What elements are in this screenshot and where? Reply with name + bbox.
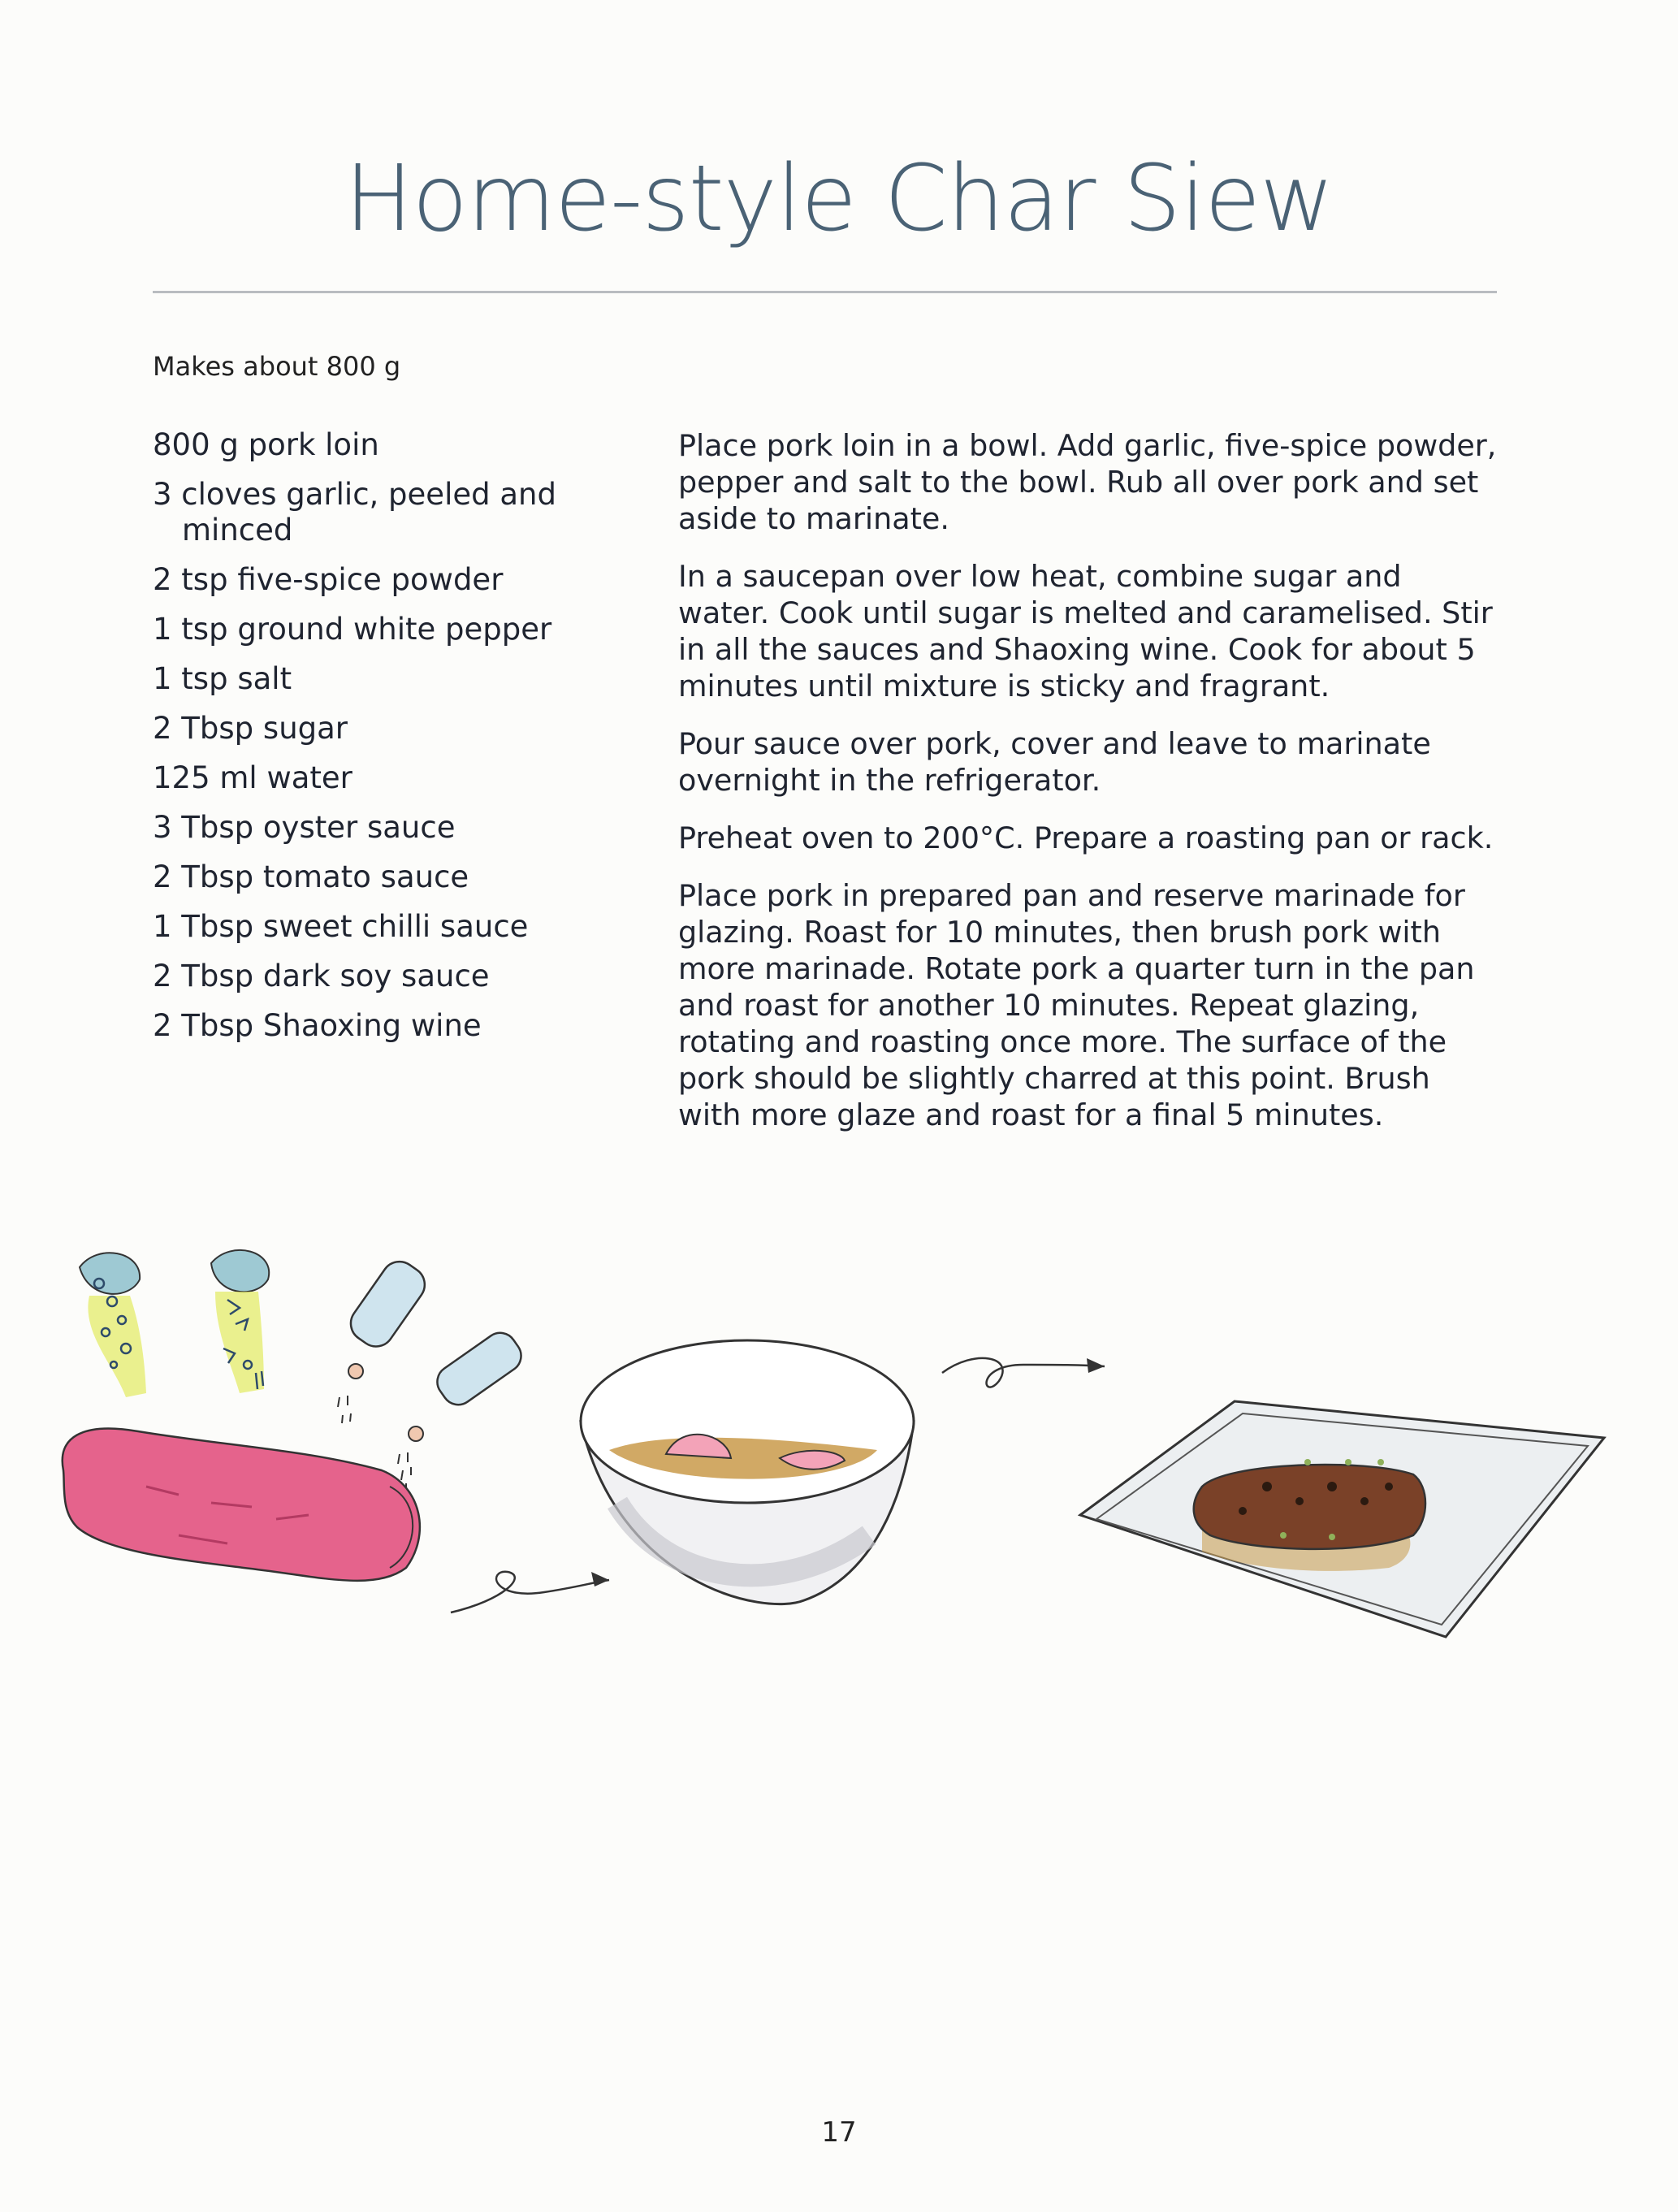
method-step: Place pork in prepared pan and reserve marinade for glazing. Roast for 10 minutes, then brush pork with more marinade. Rotate pork a quarter turn in the pan and roast for another 10 minutes. Repeat glazing, rotating and roasting once more. The surface of the pork should be slightly charred at this point. Brush with more glaze and roast for a final 5 minutes. — [678, 878, 1475, 1132]
spice-jar-icon — [80, 1253, 146, 1397]
page-number: 17 — [821, 2116, 857, 2149]
ingredient-item: 1 Tbsp sweet chilli sauce — [153, 909, 529, 944]
ingredient-item: 3 Tbsp oyster sauce — [153, 810, 456, 845]
ingredient-item: 2 tsp five-spice powder — [153, 562, 504, 597]
ingredient-item: 3 cloves garlic, peeled and minced — [153, 477, 556, 548]
ingredient-item: 2 Tbsp dark soy sauce — [153, 959, 490, 993]
recipe-illustration — [49, 1243, 1624, 1665]
arrow-icon — [942, 1358, 1105, 1387]
ingredient-item: 2 Tbsp tomato sauce — [153, 859, 469, 894]
recipe-yield: Makes about 800 g — [153, 351, 401, 382]
ingredient-item: 800 g pork loin — [153, 427, 379, 462]
arrow-icon — [451, 1572, 609, 1612]
ingredient-item: 2 Tbsp sugar — [153, 711, 348, 746]
ingredient-item: 125 ml water — [153, 760, 352, 795]
bowl-icon — [581, 1340, 914, 1604]
ingredient-list — [153, 427, 640, 1058]
roasting-pan-icon — [1080, 1401, 1604, 1637]
method-step: Pour sauce over pork, cover and leave to marinate overnight in the refrigerator. — [678, 726, 1431, 798]
pork-loin-icon — [63, 1429, 420, 1581]
method-step: In a saucepan over low heat, combine sugar and water. Cook until sugar is melted and caramelised. Stir in all the sauces and Shaoxing wine. Cook for about 5 minutes until mixture is sticky and fragrant. — [678, 559, 1493, 703]
ingredient-item: 2 Tbsp Shaoxing wine — [153, 1008, 482, 1043]
title-divider — [153, 291, 1497, 293]
spice-jar-icon — [211, 1250, 269, 1393]
recipe-title: Home-style Char Siew — [344, 146, 1334, 252]
method-step: Place pork loin in a bowl. Add garlic, five-spice powder, pepper and salt to the bowl. Rub all over pork and set aside to marinate. — [678, 428, 1497, 536]
ingredient-item: 1 tsp ground white pepper — [153, 612, 552, 647]
method-steps — [678, 427, 1499, 1154]
bottle-icon — [338, 1254, 527, 1490]
ingredient-item: 1 tsp salt — [153, 661, 292, 696]
method-step: Preheat oven to 200°C. Prepare a roasting pan or rack. — [678, 820, 1494, 855]
